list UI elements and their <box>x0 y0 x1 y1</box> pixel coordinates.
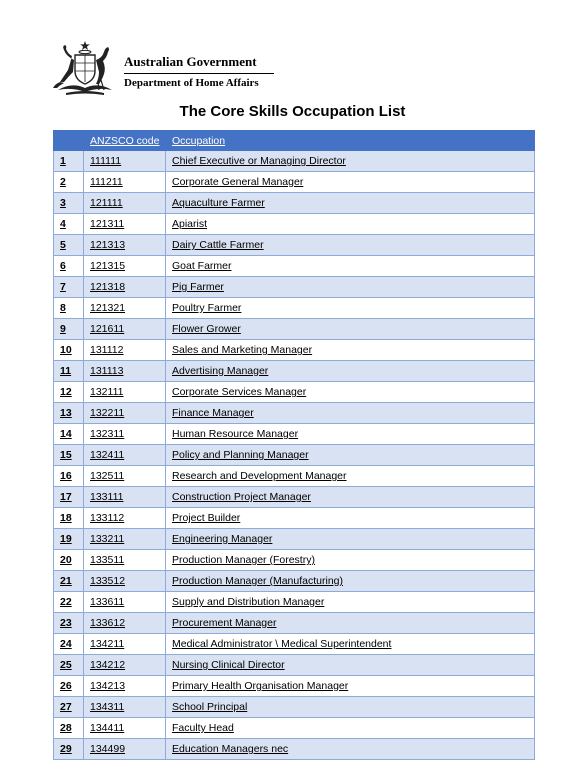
row-number-link[interactable]: 11 <box>54 361 84 382</box>
anzsco-code-link[interactable]: 133511 <box>84 550 166 571</box>
anzsco-code-link[interactable]: 134212 <box>84 655 166 676</box>
row-number-link[interactable]: 4 <box>54 214 84 235</box>
anzsco-code-link[interactable]: 121321 <box>84 298 166 319</box>
occupation-link[interactable]: Corporate General Manager <box>166 172 535 193</box>
occupation-link[interactable]: Engineering Manager <box>166 529 535 550</box>
row-number-link[interactable]: 26 <box>54 676 84 697</box>
table-row <box>54 340 535 361</box>
occupation-link[interactable]: Sales and Marketing Manager <box>166 340 535 361</box>
anzsco-code-link[interactable]: 111111 <box>84 151 166 172</box>
occupation-link[interactable]: Project Builder <box>166 508 535 529</box>
occupation-link[interactable]: Procurement Manager <box>166 613 535 634</box>
table-row <box>54 403 535 424</box>
row-number-link[interactable]: 1 <box>54 151 84 172</box>
row-number-link[interactable]: 8 <box>54 298 84 319</box>
row-number-link[interactable]: 3 <box>54 193 84 214</box>
occupation-link[interactable]: Nursing Clinical Director <box>166 655 535 676</box>
occupation-link[interactable]: Chief Executive or Managing Director <box>166 151 535 172</box>
department-name: Department of Home Affairs <box>124 77 259 89</box>
occupation-link[interactable]: Primary Health Organisation Manager <box>166 676 535 697</box>
table-row <box>54 235 535 256</box>
occupation-link[interactable]: Aquaculture Farmer <box>166 193 535 214</box>
column-header-anzsco-code[interactable]: ANZSCO code <box>84 131 166 151</box>
table-row <box>54 718 535 739</box>
occupation-link[interactable]: Faculty Head <box>166 718 535 739</box>
table-row <box>54 361 535 382</box>
occupation-link[interactable]: Medical Administrator \ Medical Superintendent <box>166 634 535 655</box>
anzsco-code-link[interactable]: 121318 <box>84 277 166 298</box>
row-number-link[interactable]: 15 <box>54 445 84 466</box>
occupation-link[interactable]: Goat Farmer <box>166 256 535 277</box>
occupation-link[interactable]: Production Manager (Forestry) <box>166 550 535 571</box>
anzsco-code-link[interactable]: 132111 <box>84 382 166 403</box>
anzsco-code-link[interactable]: 121315 <box>84 256 166 277</box>
table-body <box>54 151 535 760</box>
row-number-link[interactable]: 13 <box>54 403 84 424</box>
anzsco-code-link[interactable]: 111211 <box>84 172 166 193</box>
table-row <box>54 697 535 718</box>
occupation-link[interactable]: Dairy Cattle Farmer <box>166 235 535 256</box>
row-number-link[interactable]: 23 <box>54 613 84 634</box>
row-number-link[interactable]: 28 <box>54 718 84 739</box>
anzsco-code-link[interactable]: 133512 <box>84 571 166 592</box>
column-header-occupation[interactable]: Occupation <box>166 131 535 151</box>
row-number-link[interactable]: 20 <box>54 550 84 571</box>
table-row <box>54 193 535 214</box>
row-number-link[interactable]: 9 <box>54 319 84 340</box>
occupation-link[interactable]: Flower Grower <box>166 319 535 340</box>
table-row <box>54 466 535 487</box>
occupation-link[interactable]: Pig Farmer <box>166 277 535 298</box>
government-name: Australian Government <box>124 54 257 69</box>
anzsco-code-link[interactable]: 134211 <box>84 634 166 655</box>
column-header-number <box>54 131 84 151</box>
table-row <box>54 592 535 613</box>
row-number-link[interactable]: 17 <box>54 487 84 508</box>
row-number-link[interactable]: 12 <box>54 382 84 403</box>
row-number-link[interactable]: 29 <box>54 739 84 760</box>
anzsco-code-link[interactable]: 121311 <box>84 214 166 235</box>
anzsco-code-link[interactable]: 121313 <box>84 235 166 256</box>
occupation-link[interactable]: Finance Manager <box>166 403 535 424</box>
anzsco-code-link[interactable]: 133211 <box>84 529 166 550</box>
row-number-link[interactable]: 16 <box>54 466 84 487</box>
table-row <box>54 739 535 760</box>
occupation-link[interactable]: Policy and Planning Manager <box>166 445 535 466</box>
occupation-link[interactable]: Poultry Farmer <box>166 298 535 319</box>
table-row <box>54 529 535 550</box>
row-number-link[interactable]: 6 <box>54 256 84 277</box>
table-row <box>54 487 535 508</box>
table-row <box>54 655 535 676</box>
row-number-link[interactable]: 18 <box>54 508 84 529</box>
occupation-link[interactable]: Construction Project Manager <box>166 487 535 508</box>
table-row <box>54 445 535 466</box>
anzsco-code-link[interactable]: 132511 <box>84 466 166 487</box>
row-number-link[interactable]: 2 <box>54 172 84 193</box>
row-number-link[interactable]: 21 <box>54 571 84 592</box>
table-row <box>54 298 535 319</box>
row-number-link[interactable]: 24 <box>54 634 84 655</box>
government-header <box>52 40 292 98</box>
row-number-link[interactable]: 5 <box>54 235 84 256</box>
occupation-table <box>53 130 535 760</box>
anzsco-code-link[interactable]: 131113 <box>84 361 166 382</box>
anzsco-code-link[interactable]: 134311 <box>84 697 166 718</box>
table-row <box>54 508 535 529</box>
row-number-link[interactable]: 25 <box>54 655 84 676</box>
table-row <box>54 256 535 277</box>
anzsco-code-link[interactable]: 133611 <box>84 592 166 613</box>
table-row <box>54 277 535 298</box>
table-row <box>54 214 535 235</box>
anzsco-code-link[interactable]: 121111 <box>84 193 166 214</box>
table-row <box>54 571 535 592</box>
row-number-link[interactable]: 10 <box>54 340 84 361</box>
occupation-link[interactable]: Research and Development Manager <box>166 466 535 487</box>
table-row <box>54 172 535 193</box>
row-number-link[interactable]: 19 <box>54 529 84 550</box>
table-row <box>54 550 535 571</box>
occupation-link[interactable]: Advertising Manager <box>166 361 535 382</box>
anzsco-code-link[interactable]: 133111 <box>84 487 166 508</box>
anzsco-code-link[interactable]: 133612 <box>84 613 166 634</box>
anzsco-code-link[interactable]: 132211 <box>84 403 166 424</box>
header-divider <box>124 73 274 74</box>
table-row <box>54 382 535 403</box>
occupation-link[interactable]: Human Resource Manager <box>166 424 535 445</box>
occupation-link[interactable]: School Principal <box>166 697 535 718</box>
anzsco-code-link[interactable]: 132411 <box>84 445 166 466</box>
occupation-link[interactable]: Apiarist <box>166 214 535 235</box>
occupation-link[interactable]: Production Manager (Manufacturing) <box>166 571 535 592</box>
table-header-row <box>54 131 535 151</box>
anzsco-code-link[interactable]: 131112 <box>84 340 166 361</box>
row-number-link[interactable]: 7 <box>54 277 84 298</box>
occupation-link[interactable]: Supply and Distribution Manager <box>166 592 535 613</box>
table-row <box>54 613 535 634</box>
coat-of-arms-icon <box>52 40 118 98</box>
anzsco-code-link[interactable]: 121611 <box>84 319 166 340</box>
table-row <box>54 634 535 655</box>
anzsco-code-link[interactable]: 132311 <box>84 424 166 445</box>
anzsco-code-link[interactable]: 134213 <box>84 676 166 697</box>
table-row <box>54 676 535 697</box>
table-row <box>54 151 535 172</box>
table-row <box>54 424 535 445</box>
occupation-link[interactable]: Corporate Services Manager <box>166 382 535 403</box>
document-title: The Core Skills Occupation List <box>179 103 406 120</box>
anzsco-code-link[interactable]: 134411 <box>84 718 166 739</box>
occupation-link[interactable]: Education Managers nec <box>166 739 535 760</box>
table-row <box>54 319 535 340</box>
row-number-link[interactable]: 22 <box>54 592 84 613</box>
row-number-link[interactable]: 27 <box>54 697 84 718</box>
anzsco-code-link[interactable]: 133112 <box>84 508 166 529</box>
row-number-link[interactable]: 14 <box>54 424 84 445</box>
anzsco-code-link[interactable]: 134499 <box>84 739 166 760</box>
